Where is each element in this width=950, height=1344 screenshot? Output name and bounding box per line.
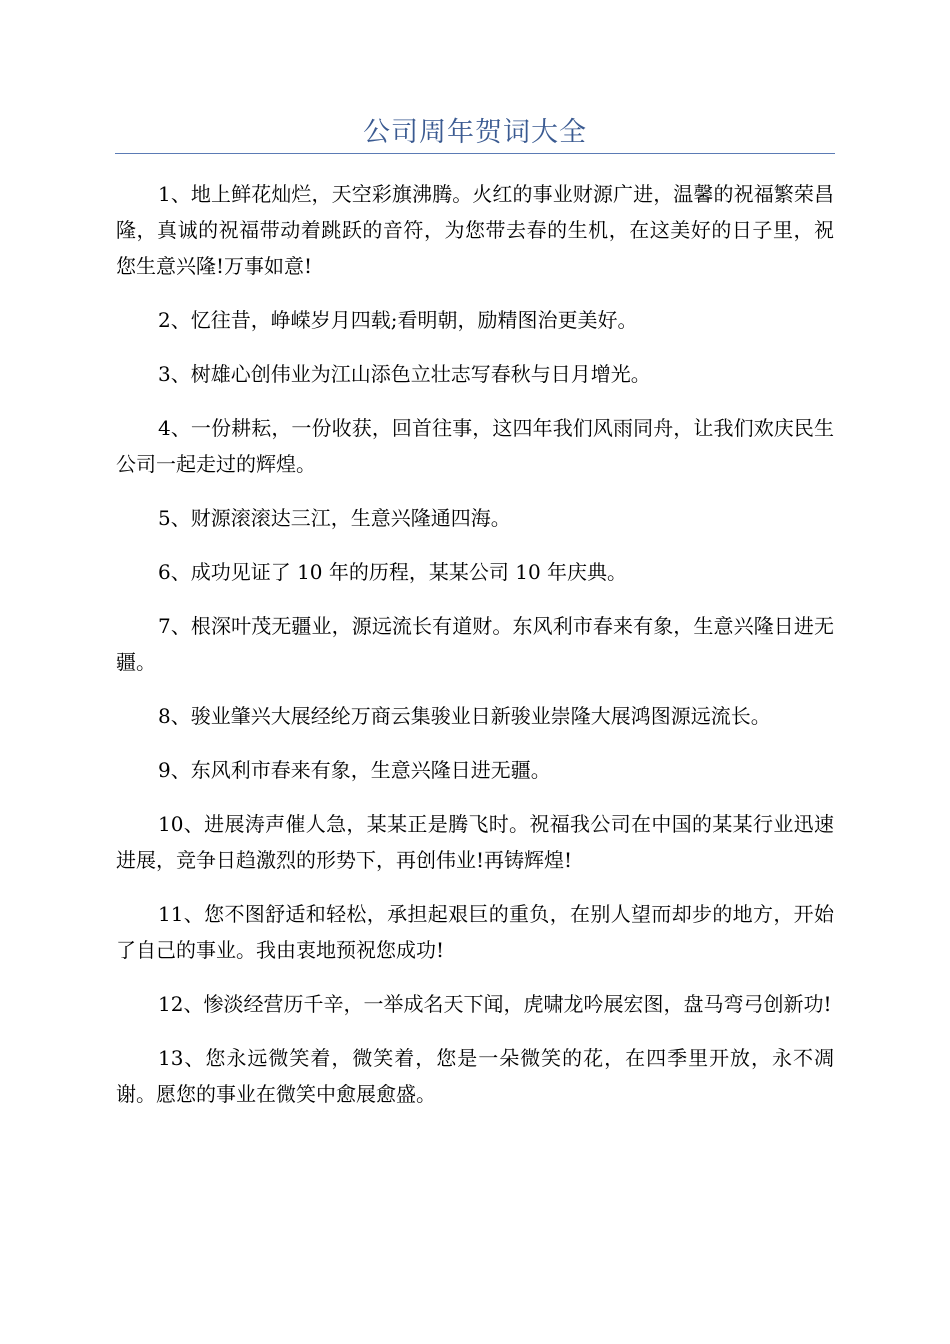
paragraph-1: 1、地上鲜花灿烂，天空彩旗沸腾。火红的事业财源广进，温馨的祝福繁荣昌隆，真诚的祝福带动着跳跃的音符，为您带去春的生机，在这美好的日子里，祝您生意兴隆!万事如意! bbox=[116, 182, 834, 278]
paragraph-12: 12、惨淡经营历千辛，一举成名天下闻，虎啸龙吟展宏图，盘马弯弓创新功! bbox=[158, 992, 832, 1016]
paragraph-9: 9、东风利市春来有象，生意兴隆日进无疆。 bbox=[158, 758, 551, 782]
document-body bbox=[116, 176, 834, 1130]
paragraph-13: 13、您永远微笑着，微笑着，您是一朵微笑的花，在四季里开放，永不凋谢。愿您的事业在微笑中愈展愈盛。 bbox=[116, 1046, 834, 1106]
paragraph-4: 4、一份耕耘，一份收获，回首往事，这四年我们风雨同舟，让我们欢庆民生公司一起走过的辉煌。 bbox=[116, 416, 834, 476]
paragraph-10: 10、进展涛声催人急，某某正是腾飞时。祝福我公司在中国的某某行业迅速进展，竞争日趋激烈的形势下，再创伟业!再铸辉煌! bbox=[116, 812, 834, 872]
paragraph-7: 7、根深叶茂无疆业，源远流长有道财。东风利市春来有象，生意兴隆日进无疆。 bbox=[116, 614, 834, 674]
paragraph-6: 6、成功见证了 10 年的历程，某某公司 10 年庆典。 bbox=[158, 560, 628, 584]
title-underline bbox=[115, 153, 835, 154]
paragraph-11: 11、您不图舒适和轻松，承担起艰巨的重负，在别人望而却步的地方，开始了自己的事业。我由衷地预祝您成功! bbox=[116, 902, 834, 962]
paragraph-3: 3、树雄心创伟业为江山添色立壮志写春秋与日月增光。 bbox=[158, 362, 651, 386]
page-title: 公司周年贺词大全 bbox=[363, 117, 587, 148]
paragraph-5: 5、财源滚滚达三江，生意兴隆通四海。 bbox=[158, 506, 511, 530]
paragraph-8: 8、骏业肇兴大展经纶万商云集骏业日新骏业崇隆大展鸿图源远流长。 bbox=[158, 704, 771, 728]
paragraph-2: 2、忆往昔，峥嵘岁月四载;看明朝，励精图治更美好。 bbox=[158, 308, 638, 332]
